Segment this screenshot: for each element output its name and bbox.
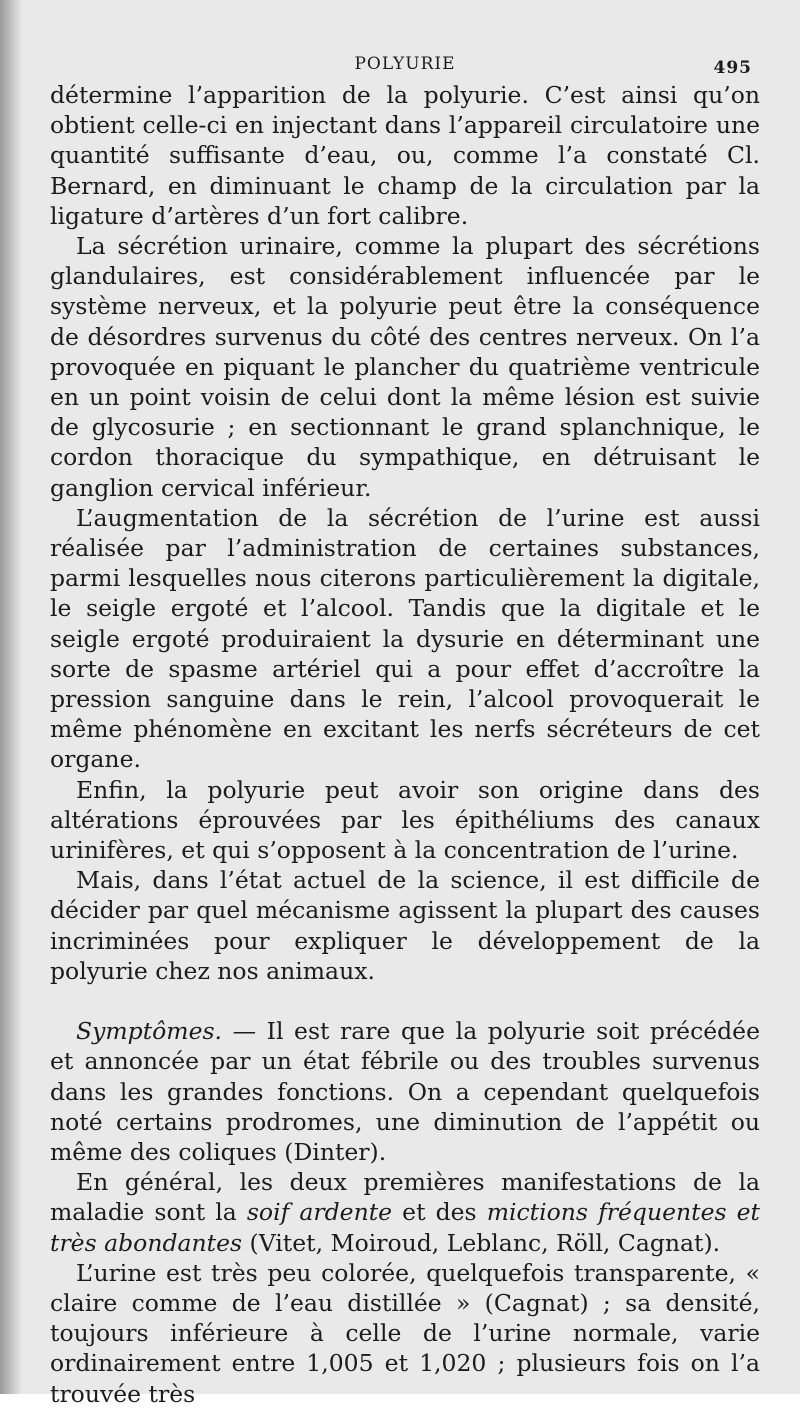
general-text-3: (Vitet, Moiroud, Leblanc, Röll, Cagnat).	[242, 1228, 721, 1257]
paragraph-nervous-system: La sécrétion urinaire, comme la plupart des sécrétions glandulaires, est considérablement influencée par le système nerveux, et la polyurie peut être la conséquence de désordres survenus du côté des centres nerveux. On l’a provoquée en piquant le plancher du quatrième ventricule en un point voisin de celui dont la même lésion est suivie de glycosurie ; en sectionnant le grand splanchnique, le cordon thoracique du sympathique, en détruisant le ganglion cervical inférieur.	[50, 232, 760, 502]
paragraph-general	[50, 1167, 760, 1258]
running-title: POLYURIE	[354, 54, 456, 74]
symptoms-heading: Symptômes.	[76, 1017, 223, 1046]
page-body	[50, 80, 760, 1409]
symptoms-text: — Il est rare que la polyurie soit précédée et annoncée par un état fébrile ou des troubles survenus dans les grandes fonctions. On a cependant quelquefois noté certains prodromes, une diminution de l’appétit ou même des coliques (Dinter).	[50, 1017, 760, 1166]
paragraph-epithelium: Enfin, la polyurie peut avoir son origine dans des altérations éprouvées par les épithéliums des canaux urinifères, et qui s’opposent à la concentration de l’urine.	[50, 775, 760, 865]
paragraph-urine: L’urine est très peu colorée, quelquefois transparente, « claire comme de l’eau distillée » (Cagnat) ; sa densité, toujours inférieure à celle de l’urine normale, varie ordinairement entre 1,005 et 1,020 ; plusieurs fois on l’a trouvée très	[50, 1258, 760, 1408]
general-emphasis-2: mictions fréquentes et très abondantes	[50, 1198, 760, 1257]
paragraph-substances: L’augmentation de la sécrétion de l’urine est aussi réalisée par l’administration de certaines substances, parmi lesquelles nous citerons particulièrement la digitale, le seigle ergoté et l’alcool. Tandis que la digitale et le seigle ergoté produiraient la dysurie en déterminant une sorte de spasme artériel qui a pour effet d’accroître la pression sanguine dans le rein, l’alcool provoquerait le même phénomène en excitant les nerfs sécréteurs de cet organe.	[50, 503, 760, 774]
general-emphasis-1: soif ardente	[246, 1198, 393, 1227]
paragraph-mechanism: Mais, dans l’état actuel de la science, il est difficile de décider par quel mécanisme agissent la plupart des causes incriminées pour expliquer le développement de la polyurie chez nos animaux.	[50, 866, 760, 985]
page-spine-shadow	[0, 0, 22, 1394]
page-number: 495	[713, 58, 752, 78]
paragraph-symptoms	[50, 1016, 760, 1167]
general-text-2: et des	[392, 1198, 487, 1227]
general-text-1: En général, les deux premières manifestations de la maladie sont la	[50, 1168, 760, 1227]
paragraph-continued: détermine l’apparition de la polyurie. C’est ainsi qu’on obtient celle-ci en injectant dans l’appareil circulatoire une quantité suffisante d’eau, ou, comme l’a constaté Cl. Bernard, en diminuant le champ de la circulation par la ligature d’artères d’un fort calibre.	[50, 81, 760, 230]
page-header	[50, 46, 760, 80]
